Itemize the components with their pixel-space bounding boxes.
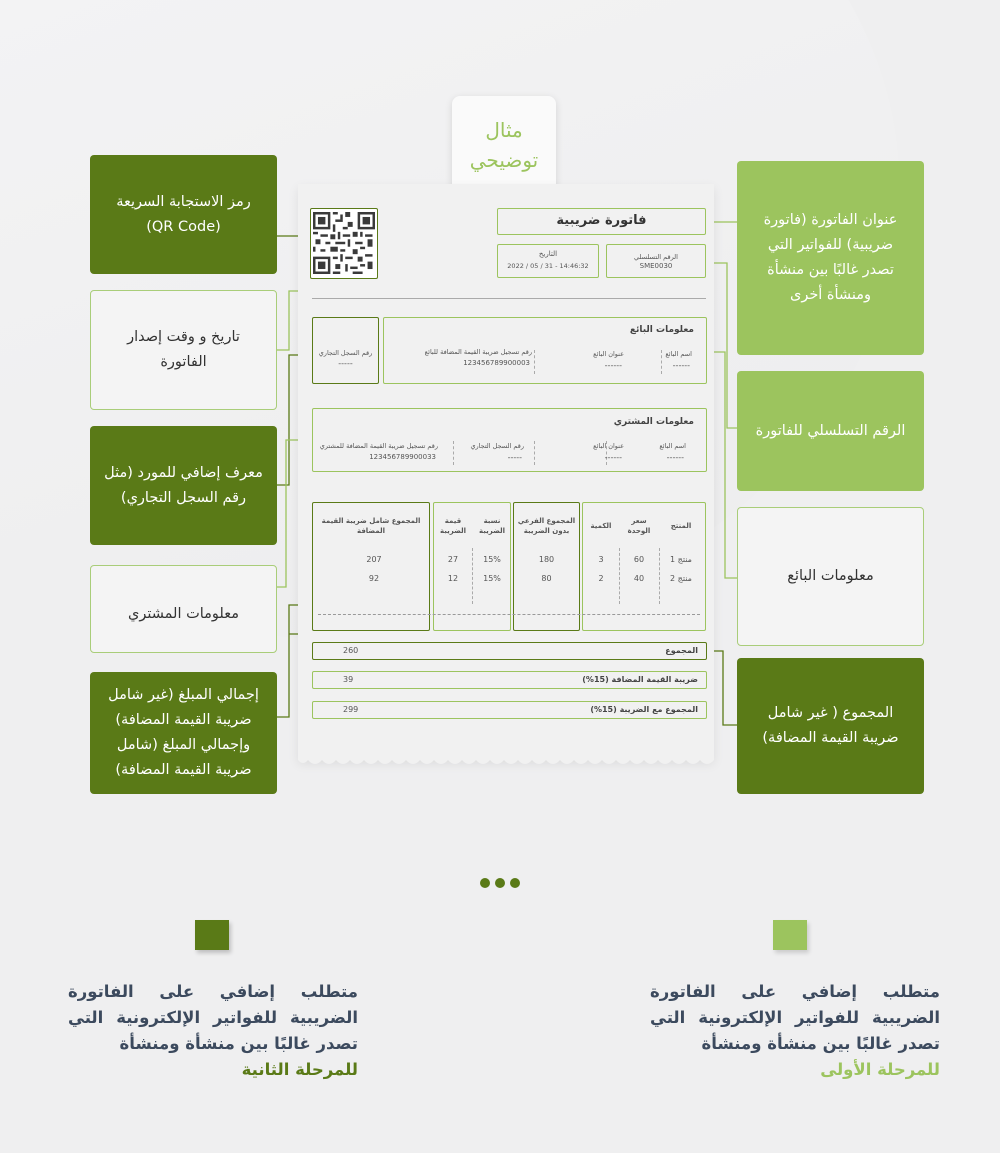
invoice-title: فاتورة ضريبية xyxy=(556,213,647,228)
date-value: 2022 / 05 / 31 - 14:46:32 xyxy=(507,262,589,270)
receipt-torn-edge xyxy=(298,754,714,768)
buyer-info-box xyxy=(312,408,707,472)
row1-qty: 3 xyxy=(598,555,604,564)
seller-address-label: عنوان البائع xyxy=(593,350,624,358)
seller-vat-value: 123456789900003 xyxy=(463,359,530,367)
th-tax-rate: نسبة الضريبة xyxy=(478,517,505,535)
seller-vat-label: رقم تسجيل ضريبة القيمة المضافة للبائع xyxy=(424,348,532,356)
buyer-cr-label: رقم السجل التجاري xyxy=(470,442,524,450)
vat-label: ضريبة القيمة المضافة (15%) xyxy=(582,675,698,684)
row1-tax-value: 27 xyxy=(447,555,459,564)
grand-value: 299 xyxy=(343,705,359,714)
badge-line1: مثال xyxy=(485,118,523,142)
row2-qty: 2 xyxy=(598,574,604,583)
buyer-heading: معلومات المشتري xyxy=(613,417,694,427)
ellipsis-dots xyxy=(480,878,520,888)
table-dashed-divider xyxy=(318,614,700,615)
phase2-requirement xyxy=(68,979,358,1083)
phase2-text: متطلب إضافي على الفاتورة الضريبية للفواتير الإلكترونية التي تصدر غالبًا بين منشأة ومنشأة xyxy=(68,982,358,1053)
phase1-text: متطلب إضافي على الفاتورة الضريبية للفواتير الإلكترونية التي تصدر غالبًا بين منشأة ومنشأة xyxy=(650,982,940,1053)
row1-product: منتج 1 xyxy=(670,555,692,564)
th-unit-price: سعر الوحدة xyxy=(627,517,651,535)
callout-serial-number: الرقم التسلسلي للفاتورة xyxy=(737,371,924,491)
buyer-name-value: ------ xyxy=(666,453,684,462)
seller-cr-box xyxy=(312,317,379,384)
buyer-name-label: اسم البائع xyxy=(659,442,686,450)
phase2-label: للمرحلة الثانية xyxy=(241,1060,358,1079)
grand-total-row xyxy=(312,701,707,719)
header-divider xyxy=(312,298,706,299)
callout-subtotal-excl-vat: المجموع ( غير شامل ضريبة القيمة المضافة) xyxy=(737,658,924,794)
seller-info-box xyxy=(383,317,707,384)
row1-unit-price: 60 xyxy=(633,555,645,564)
th-total-incl: المجموع شامل ضريبة القيمة المضافة xyxy=(321,517,421,535)
th-subtotal: المجموع الفرعي بدون الضريبة xyxy=(517,517,576,535)
seller-cr-label: رقم السجل التجاري xyxy=(318,349,373,357)
callout-totals: إجمالي المبلغ (غير شامل ضريبة القيمة المضافة) وإجمالي المبلغ (شامل ضريبة القيمة المضافة) xyxy=(90,672,277,794)
buyer-vat-label: رقم تسجيل ضريبة القيمة المضافة للمشتري xyxy=(319,442,438,450)
invoice-title-box xyxy=(497,208,706,235)
phase1-label: للمرحلة الأولى xyxy=(820,1060,940,1079)
row1-tax-rate: 15% xyxy=(483,555,501,564)
invoice-serial-box xyxy=(606,244,706,278)
grand-label: المجموع مع الضريبة (15%) xyxy=(590,705,698,714)
phase1-requirement xyxy=(650,979,940,1083)
serial-label: الرقم التسلسلي xyxy=(634,253,678,261)
phase1-square-icon xyxy=(773,920,807,950)
row2-subtotal: 80 xyxy=(541,574,552,583)
buyer-cr-value: ----- xyxy=(507,453,522,462)
row2-tax-rate: 15% xyxy=(483,574,501,583)
total-row xyxy=(312,642,707,660)
buyer-address-value: ------ xyxy=(604,453,622,462)
row1-total-incl: 207 xyxy=(366,555,382,564)
buyer-vat-value: 123456789900033 xyxy=(369,453,436,461)
date-label: التاريخ xyxy=(538,250,558,258)
row1-subtotal: 180 xyxy=(538,555,555,564)
seller-address-value: ------ xyxy=(604,361,622,370)
qr-code-frame xyxy=(310,208,378,279)
seller-name-value: ------ xyxy=(672,361,690,370)
callout-issue-datetime: تاريخ و وقت إصدار الفاتورة xyxy=(90,290,277,410)
seller-heading: معلومات البائع xyxy=(629,325,694,335)
badge-line2: توضيحي xyxy=(469,148,539,172)
seller-name-label: اسم البائع xyxy=(665,350,692,358)
row2-total-incl: 92 xyxy=(368,574,380,583)
callout-buyer-info: معلومات المشتري xyxy=(90,565,277,653)
th-qty: الكمية xyxy=(590,522,612,530)
seller-cr-value: ----- xyxy=(338,359,353,368)
row2-tax-value: 12 xyxy=(447,574,459,583)
invoice-date-box xyxy=(497,244,599,278)
row2-product: منتج 2 xyxy=(670,574,692,583)
serial-value: SME0030 xyxy=(639,262,673,270)
callout-invoice-title: عنوان الفاتورة (فاتورة ضريبية) للفواتير التي تصدر غالبًا بين منشأة ومنشأة أخرى xyxy=(737,161,924,355)
qr-code-icon xyxy=(313,212,375,274)
th-tax-value: قيمة الضريبة xyxy=(439,517,466,535)
row2-unit-price: 40 xyxy=(633,574,645,583)
total-value: 260 xyxy=(343,646,359,655)
callout-supplier-id: معرف إضافي للمورد (مثل رقم السجل التجاري) xyxy=(90,426,277,545)
vat-row xyxy=(312,671,707,689)
callout-qr-code: رمز الاستجابة السريعة (QR Code) xyxy=(90,155,277,274)
buyer-address-label: عنوان البائع xyxy=(593,442,624,450)
total-label: المجموع xyxy=(665,646,698,655)
vat-value: 39 xyxy=(343,675,354,684)
callout-seller-info: معلومات البائع xyxy=(737,507,924,646)
th-product: المنتج xyxy=(670,522,692,530)
example-badge xyxy=(452,96,556,194)
phase2-square-icon xyxy=(195,920,229,950)
